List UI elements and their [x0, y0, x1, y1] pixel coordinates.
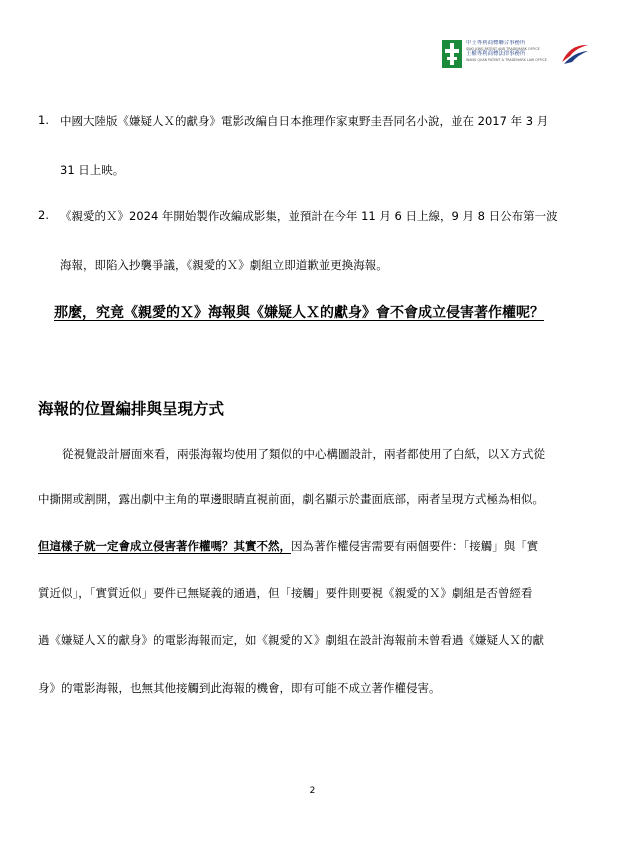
list-item-1-line1: 中國大陸版《嫌疑人Ｘ的獻身》電影改編自日本推理作家東野圭吾同名小說，並在 2017 年 3 月 — [60, 114, 549, 128]
firm-name-line2: 王權專利商標法律事務所 — [466, 51, 526, 57]
firm-logo — [442, 40, 590, 68]
key-question: 那麼，究竟《親愛的Ｘ》海報與《嫌疑人Ｘ的獻身》會不會成立侵害著作權呢？ — [54, 305, 544, 321]
list-item-2-line1: 《親愛的Ｘ》2024 年開始製作改編成影集，並預計在今年 11 月 6 日上線，9 月 8 日公布第一波 — [60, 209, 558, 223]
page-number: 2 — [309, 786, 316, 796]
para2-line2: 質近似」，「實質近似」要件已無疑義的通過，但「接觸」要件則要視《親愛的Ｘ》劇組是否曾經看 — [38, 586, 533, 600]
list-item-2-number: 2. — [38, 208, 49, 222]
firm-name-line2-en: WANG QUAN PATENT & TRADEMARK LAW OFFICE — [466, 58, 547, 62]
para2-line1-rest: 因為著作權侵害需要有兩個要件：「接觸」與「實 — [291, 539, 539, 553]
swoosh-icon — [560, 42, 590, 66]
list-item-1-line2: 31 日上映。 — [60, 163, 125, 177]
firm-emblem-icon — [442, 40, 462, 68]
list-item-2-line2: 海報，即陷入抄襲爭議，《親愛的Ｘ》劇組立即道歉並更換海報。 — [60, 258, 388, 272]
para2-line3: 過《嫌疑人Ｘ的獻身》的電影海報而定，如《親愛的Ｘ》劇組在設計海報前未曾看過《嫌疑人Ｘ的獻 — [38, 633, 544, 647]
para2-bold-lead: 但這樣子就一定會成立侵害著作權嗎？其實不然， — [38, 539, 291, 553]
para2-line1 — [38, 538, 538, 554]
para1-line2: 中撕開或割開，露出劇中主角的單邊眼睛直視前面，劇名顯示於畫面底部，兩者呈現方式極為相似。 — [38, 492, 544, 506]
para1-line1: 從視覺設計層面來看，兩張海報均使用了類似的中心構圖設計，兩者都使用了白紙，以Ｘ方式從 — [62, 447, 545, 461]
section-heading: 海報的位置編排與呈現方式 — [38, 400, 225, 418]
firm-name-line1: 中王專利商標聯合事務所 — [466, 40, 526, 46]
list-item-1-number: 1. — [38, 113, 49, 127]
firm-name — [466, 40, 562, 62]
firm-name-line1-en: SINO-KING PATENT AND TRADEMARK OFFICE — [466, 47, 540, 51]
para2-line4: 身》的電影海報，也無其他接觸到此海報的機會，即有可能不成立著作權侵害。 — [38, 681, 441, 695]
